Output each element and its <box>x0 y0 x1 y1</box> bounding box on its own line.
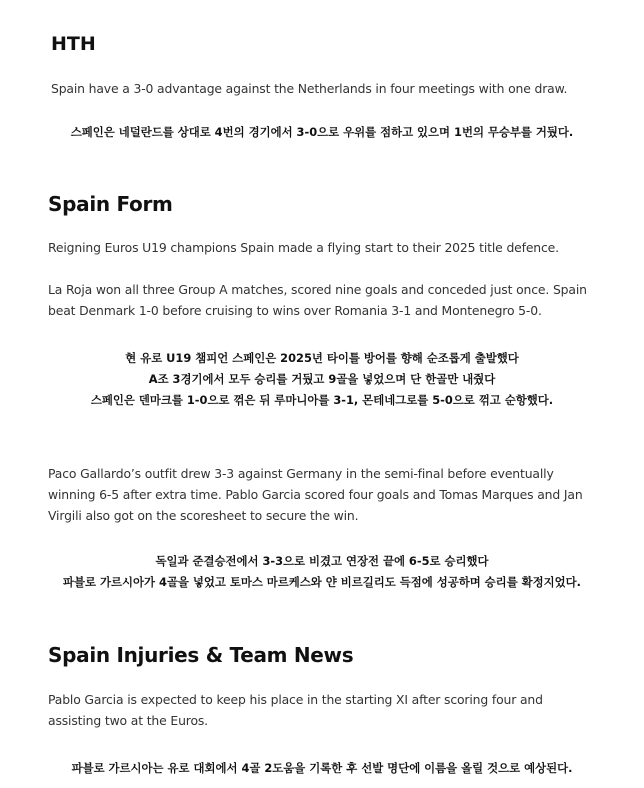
korean-line: 스페인은 덴마크를 1-0으로 꺾은 뒤 루마니아를 3-1, 몬테네그로를 5-0으로 꺾고 순항했다. <box>90 393 554 407</box>
spain-injuries-paragraph: Pablo Garcia is expected to keep his place in the starting XI after scoring four and assisting two at the Euros. <box>48 692 543 728</box>
spain-form-paragraph-1: Reigning Euros U19 champions Spain made a flying start to their 2025 title defence. <box>48 240 559 255</box>
spain-injuries-heading: Spain Injuries & Team News <box>48 643 354 667</box>
korean-line: 파블로 가르시아가 4골을 넣었고 토마스 마르케스와 얀 비르길리도 득점에 성공하며 승리를 확정지었다. <box>62 575 582 589</box>
korean-line: A조 3경기에서 모두 승리를 거뒀고 9골을 넣었으며 단 한골만 내줬다 <box>148 372 496 386</box>
spain-form-heading: Spain Form <box>48 192 173 216</box>
hth-korean-translation <box>22 122 622 143</box>
hth-heading: HTH <box>51 33 96 55</box>
korean-line: 현 유로 U19 챔피언 스페인은 2025년 타이틀 방어를 향해 순조롭게 출발했다 <box>125 351 519 365</box>
spain-injuries-korean-translation <box>22 758 622 779</box>
korean-line: 파블로 가르시아는 유로 대회에서 4골 2도움을 기록한 후 선발 명단에 이름을 올릴 것으로 예상된다. <box>71 761 573 775</box>
korean-line: 스페인은 네덜란드를 상대로 4번의 경기에서 3-0으로 우위를 점하고 있으며 1번의 무승부를 거뒀다. <box>70 125 574 139</box>
spain-form-korean-block-1 <box>22 348 622 411</box>
spain-form-paragraph-3: Paco Gallardo’s outfit drew 3-3 against Germany in the semi-final before eventually winning 6-5 after extra time. Pablo Garcia scored four goals and Tomas Marques and Jan Virgili also got on the scoresheet to secure the win. <box>48 466 583 523</box>
spain-form-korean-block-2 <box>22 551 622 593</box>
spain-form-paragraph-2: La Roja won all three Group A matches, scored nine goals and conceded just once. Spain beat Denmark 1-0 before cruising to wins over Romania 3-1 and Montenegro 5-0. <box>48 282 587 318</box>
korean-line: 독일과 준결승전에서 3-3으로 비겼고 연장전 끝에 6-5로 승리했다 <box>155 554 489 568</box>
hth-paragraph: Spain have a 3-0 advantage against the Netherlands in four meetings with one draw. <box>51 81 568 96</box>
